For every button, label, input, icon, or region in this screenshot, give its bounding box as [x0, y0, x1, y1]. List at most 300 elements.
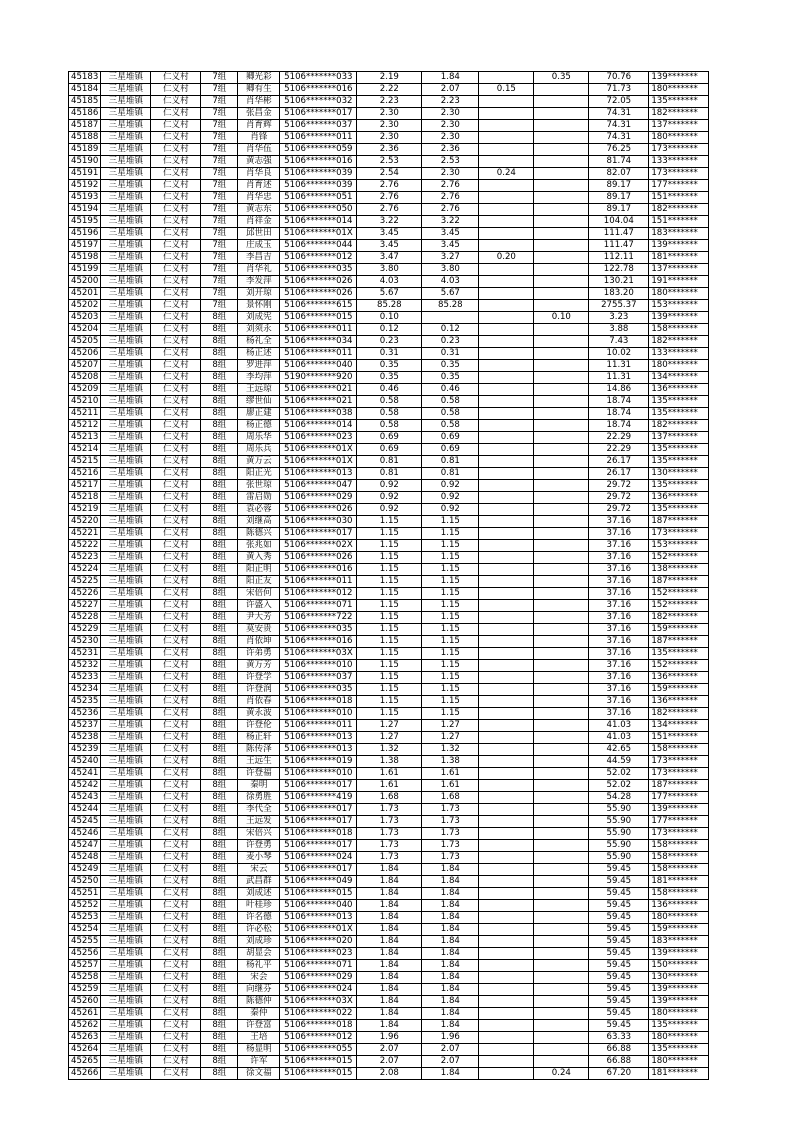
row-id-cell: 45195 — [69, 216, 101, 228]
amount-cell: 52.02 — [589, 780, 649, 792]
table-row — [69, 720, 709, 732]
person-name-cell: 缪世仙 — [238, 396, 280, 408]
area-a-cell: 1.96 — [422, 1032, 479, 1044]
area-b-cell: 0.20 — [479, 252, 534, 264]
area-b-cell — [479, 804, 534, 816]
village-cell: 仁义村 — [151, 864, 201, 876]
row-id-cell: 45196 — [69, 228, 101, 240]
amount-cell: 18.74 — [589, 396, 649, 408]
group-cell: 7组 — [201, 240, 238, 252]
row-id-cell: 45248 — [69, 852, 101, 864]
area-b-cell — [479, 504, 534, 516]
total-area-cell: 2.36 — [357, 144, 422, 156]
row-id-cell: 45221 — [69, 528, 101, 540]
town-cell: 三星堆镇 — [101, 648, 151, 660]
person-name-cell: 杨正德 — [238, 420, 280, 432]
town-cell: 三星堆镇 — [101, 384, 151, 396]
town-cell: 三星堆镇 — [101, 360, 151, 372]
town-cell: 三星堆镇 — [101, 1020, 151, 1032]
id-number-cell: 5106*******016 — [280, 636, 357, 648]
amount-cell: 37.16 — [589, 708, 649, 720]
area-b-cell — [479, 996, 534, 1008]
total-area-cell: 2.19 — [357, 72, 422, 84]
amount-cell: 41.03 — [589, 732, 649, 744]
table-row — [69, 204, 709, 216]
person-name-cell: 胡显会 — [238, 948, 280, 960]
town-cell: 三星堆镇 — [101, 504, 151, 516]
phone-cell: 150******* — [649, 960, 709, 972]
total-area-cell: 1.15 — [357, 612, 422, 624]
table-row — [69, 144, 709, 156]
amount-cell: 81.74 — [589, 156, 649, 168]
town-cell: 三星堆镇 — [101, 72, 151, 84]
group-cell: 7组 — [201, 132, 238, 144]
area-c-cell — [534, 168, 589, 180]
village-cell: 仁义村 — [151, 72, 201, 84]
amount-cell: 37.16 — [589, 516, 649, 528]
town-cell: 三星堆镇 — [101, 552, 151, 564]
total-area-cell: 2.30 — [357, 120, 422, 132]
table-row — [69, 396, 709, 408]
table-row — [69, 588, 709, 600]
row-id-cell: 45245 — [69, 816, 101, 828]
total-area-cell: 1.84 — [357, 984, 422, 996]
town-cell: 三星堆镇 — [101, 120, 151, 132]
person-name-cell: 邱世田 — [238, 228, 280, 240]
village-cell: 仁义村 — [151, 600, 201, 612]
area-a-cell: 1.84 — [422, 1068, 479, 1080]
phone-cell: 182******* — [649, 204, 709, 216]
person-name-cell: 景怀刚 — [238, 300, 280, 312]
area-c-cell — [534, 588, 589, 600]
area-a-cell: 0.69 — [422, 432, 479, 444]
village-cell: 仁义村 — [151, 120, 201, 132]
phone-cell: 138******* — [649, 564, 709, 576]
village-cell: 仁义村 — [151, 396, 201, 408]
total-area-cell: 1.61 — [357, 768, 422, 780]
village-cell: 仁义村 — [151, 552, 201, 564]
amount-cell: 104.04 — [589, 216, 649, 228]
phone-cell: 159******* — [649, 684, 709, 696]
area-b-cell — [479, 840, 534, 852]
total-area-cell: 1.15 — [357, 516, 422, 528]
village-cell: 仁义村 — [151, 1068, 201, 1080]
person-name-cell: 肖依坤 — [238, 636, 280, 648]
total-area-cell: 1.73 — [357, 816, 422, 828]
phone-cell: 158******* — [649, 864, 709, 876]
id-number-cell: 5106*******071 — [280, 600, 357, 612]
group-cell: 8组 — [201, 432, 238, 444]
phone-cell: 139******* — [649, 72, 709, 84]
person-name-cell: 许名德 — [238, 912, 280, 924]
area-b-cell — [479, 924, 534, 936]
area-b-cell — [479, 552, 534, 564]
area-c-cell — [534, 888, 589, 900]
phone-cell: 180******* — [649, 1056, 709, 1068]
town-cell: 三星堆镇 — [101, 408, 151, 420]
person-name-cell: 黄万芳 — [238, 660, 280, 672]
table-row — [69, 444, 709, 456]
town-cell: 三星堆镇 — [101, 372, 151, 384]
table-row — [69, 120, 709, 132]
table-row — [69, 1068, 709, 1080]
total-area-cell: 0.58 — [357, 396, 422, 408]
area-b-cell — [479, 240, 534, 252]
town-cell: 三星堆镇 — [101, 600, 151, 612]
town-cell: 三星堆镇 — [101, 588, 151, 600]
area-a-cell: 1.15 — [422, 660, 479, 672]
id-number-cell: 5106*******035 — [280, 264, 357, 276]
row-id-cell: 45223 — [69, 552, 101, 564]
group-cell: 7组 — [201, 252, 238, 264]
person-name-cell: 袁必蓉 — [238, 504, 280, 516]
area-b-cell — [479, 684, 534, 696]
village-cell: 仁义村 — [151, 288, 201, 300]
total-area-cell: 3.45 — [357, 228, 422, 240]
phone-cell: 158******* — [649, 852, 709, 864]
group-cell: 8组 — [201, 768, 238, 780]
row-id-cell: 45189 — [69, 144, 101, 156]
area-c-cell — [534, 480, 589, 492]
phone-cell: 173******* — [649, 168, 709, 180]
phone-cell: 151******* — [649, 192, 709, 204]
area-b-cell — [479, 540, 534, 552]
id-number-cell: 5106*******037 — [280, 672, 357, 684]
id-number-cell: 5106*******013 — [280, 732, 357, 744]
phone-cell: 135******* — [649, 648, 709, 660]
area-c-cell: 0.24 — [534, 1068, 589, 1080]
person-name-cell: 黄入秀 — [238, 552, 280, 564]
town-cell: 三星堆镇 — [101, 720, 151, 732]
phone-cell: 139******* — [649, 240, 709, 252]
amount-cell: 89.17 — [589, 204, 649, 216]
amount-cell: 11.31 — [589, 372, 649, 384]
row-id-cell: 45231 — [69, 648, 101, 660]
village-cell: 仁义村 — [151, 192, 201, 204]
area-a-cell: 2.07 — [422, 1056, 479, 1068]
row-id-cell: 45225 — [69, 576, 101, 588]
group-cell: 8组 — [201, 516, 238, 528]
area-b-cell — [479, 300, 534, 312]
id-number-cell: 5106*******039 — [280, 168, 357, 180]
id-number-cell: 5106*******019 — [280, 756, 357, 768]
phone-cell: 135******* — [649, 1020, 709, 1032]
group-cell: 8组 — [201, 384, 238, 396]
row-id-cell: 45262 — [69, 1020, 101, 1032]
phone-cell: 173******* — [649, 528, 709, 540]
town-cell: 三星堆镇 — [101, 984, 151, 996]
area-c-cell — [534, 1032, 589, 1044]
total-area-cell: 1.15 — [357, 600, 422, 612]
row-id-cell: 45215 — [69, 456, 101, 468]
town-cell: 三星堆镇 — [101, 924, 151, 936]
area-b-cell — [479, 636, 534, 648]
town-cell: 三星堆镇 — [101, 852, 151, 864]
area-a-cell: 2.30 — [422, 108, 479, 120]
town-cell: 三星堆镇 — [101, 1044, 151, 1056]
person-name-cell: 向继芬 — [238, 984, 280, 996]
total-area-cell: 3.47 — [357, 252, 422, 264]
amount-cell: 10.02 — [589, 348, 649, 360]
area-c-cell — [534, 456, 589, 468]
person-name-cell: 王远发 — [238, 816, 280, 828]
area-c-cell — [534, 912, 589, 924]
person-name-cell: 许登学 — [238, 672, 280, 684]
id-number-cell: 5106*******010 — [280, 708, 357, 720]
amount-cell: 82.07 — [589, 168, 649, 180]
area-c-cell: 0.10 — [534, 312, 589, 324]
table-row — [69, 648, 709, 660]
area-b-cell — [479, 864, 534, 876]
area-c-cell — [534, 132, 589, 144]
amount-cell: 89.17 — [589, 192, 649, 204]
village-cell: 仁义村 — [151, 468, 201, 480]
area-b-cell — [479, 1056, 534, 1068]
town-cell: 三星堆镇 — [101, 108, 151, 120]
area-a-cell: 1.73 — [422, 816, 479, 828]
area-c-cell — [534, 96, 589, 108]
total-area-cell: 1.15 — [357, 684, 422, 696]
area-c-cell — [534, 780, 589, 792]
town-cell: 三星堆镇 — [101, 468, 151, 480]
area-a-cell: 4.03 — [422, 276, 479, 288]
row-id-cell: 45214 — [69, 444, 101, 456]
id-number-cell: 5106*******419 — [280, 792, 357, 804]
group-cell: 8组 — [201, 492, 238, 504]
person-name-cell: 许登福 — [238, 768, 280, 780]
row-id-cell: 45241 — [69, 768, 101, 780]
area-b-cell — [479, 660, 534, 672]
total-area-cell: 1.15 — [357, 588, 422, 600]
town-cell: 三星堆镇 — [101, 336, 151, 348]
village-cell: 仁义村 — [151, 1008, 201, 1020]
id-number-cell: 5106*******018 — [280, 696, 357, 708]
town-cell: 三星堆镇 — [101, 288, 151, 300]
area-b-cell — [479, 216, 534, 228]
village-cell: 仁义村 — [151, 432, 201, 444]
table-row — [69, 108, 709, 120]
group-cell: 7组 — [201, 216, 238, 228]
village-cell: 仁义村 — [151, 732, 201, 744]
town-cell: 三星堆镇 — [101, 156, 151, 168]
village-cell: 仁义村 — [151, 804, 201, 816]
total-area-cell: 1.84 — [357, 1020, 422, 1032]
phone-cell: 133******* — [649, 348, 709, 360]
amount-cell: 122.78 — [589, 264, 649, 276]
area-a-cell: 2.23 — [422, 96, 479, 108]
table-row — [69, 156, 709, 168]
area-a-cell: 1.84 — [422, 936, 479, 948]
row-id-cell: 45192 — [69, 180, 101, 192]
phone-cell: 152******* — [649, 588, 709, 600]
amount-cell: 74.31 — [589, 120, 649, 132]
area-a-cell: 0.92 — [422, 480, 479, 492]
phone-cell: 187******* — [649, 516, 709, 528]
table-row — [69, 288, 709, 300]
row-id-cell: 45260 — [69, 996, 101, 1008]
group-cell: 8组 — [201, 996, 238, 1008]
group-cell: 8组 — [201, 804, 238, 816]
area-c-cell — [534, 384, 589, 396]
amount-cell: 89.17 — [589, 180, 649, 192]
area-a-cell: 3.45 — [422, 240, 479, 252]
row-id-cell: 45239 — [69, 744, 101, 756]
village-cell: 仁义村 — [151, 228, 201, 240]
total-area-cell: 2.30 — [357, 132, 422, 144]
area-a-cell: 1.84 — [422, 900, 479, 912]
phone-cell: 136******* — [649, 696, 709, 708]
area-b-cell — [479, 672, 534, 684]
area-a-cell: 0.69 — [422, 444, 479, 456]
total-area-cell: 1.84 — [357, 996, 422, 1008]
row-id-cell: 45216 — [69, 468, 101, 480]
village-cell: 仁义村 — [151, 360, 201, 372]
table-row — [69, 744, 709, 756]
phone-cell: 135******* — [649, 408, 709, 420]
town-cell: 三星堆镇 — [101, 540, 151, 552]
area-a-cell: 1.84 — [422, 996, 479, 1008]
area-a-cell: 1.84 — [422, 924, 479, 936]
area-a-cell: 0.58 — [422, 408, 479, 420]
area-b-cell — [479, 312, 534, 324]
table-row — [69, 936, 709, 948]
village-cell: 仁义村 — [151, 456, 201, 468]
group-cell: 8组 — [201, 660, 238, 672]
area-b-cell — [479, 936, 534, 948]
area-a-cell: 1.84 — [422, 1008, 479, 1020]
amount-cell: 37.16 — [589, 564, 649, 576]
person-name-cell: 许登富 — [238, 1020, 280, 1032]
group-cell: 8组 — [201, 900, 238, 912]
town-cell: 三星堆镇 — [101, 396, 151, 408]
id-number-cell: 5106*******047 — [280, 480, 357, 492]
area-c-cell — [534, 720, 589, 732]
area-b-cell — [479, 528, 534, 540]
person-name-cell: 肖育辉 — [238, 120, 280, 132]
total-area-cell: 0.69 — [357, 432, 422, 444]
id-number-cell: 5190*******920 — [280, 372, 357, 384]
id-number-cell: 5106*******029 — [280, 492, 357, 504]
phone-cell: 180******* — [649, 132, 709, 144]
phone-cell: 135******* — [649, 396, 709, 408]
town-cell: 三星堆镇 — [101, 516, 151, 528]
town-cell: 三星堆镇 — [101, 324, 151, 336]
person-name-cell: 刘继高 — [238, 516, 280, 528]
total-area-cell: 1.27 — [357, 720, 422, 732]
person-name-cell: 阳正明 — [238, 564, 280, 576]
total-area-cell: 0.58 — [357, 420, 422, 432]
group-cell: 8组 — [201, 312, 238, 324]
group-cell: 8组 — [201, 792, 238, 804]
table-row — [69, 852, 709, 864]
group-cell: 8组 — [201, 960, 238, 972]
phone-cell: 153******* — [649, 300, 709, 312]
id-number-cell: 5106*******040 — [280, 360, 357, 372]
group-cell: 8组 — [201, 936, 238, 948]
area-c-cell — [534, 468, 589, 480]
person-name-cell: 宋云 — [238, 864, 280, 876]
group-cell: 8组 — [201, 588, 238, 600]
person-name-cell: 张昌金 — [238, 108, 280, 120]
area-b-cell — [479, 912, 534, 924]
person-name-cell: 杨正轩 — [238, 732, 280, 744]
village-cell: 仁义村 — [151, 528, 201, 540]
area-b-cell — [479, 828, 534, 840]
group-cell: 8组 — [201, 924, 238, 936]
area-c-cell — [534, 564, 589, 576]
amount-cell: 37.16 — [589, 672, 649, 684]
town-cell: 三星堆镇 — [101, 948, 151, 960]
phone-cell: 136******* — [649, 900, 709, 912]
id-number-cell: 5106*******018 — [280, 828, 357, 840]
table-row — [69, 636, 709, 648]
table-row — [69, 276, 709, 288]
total-area-cell: 2.23 — [357, 96, 422, 108]
table-row — [69, 960, 709, 972]
group-cell: 8组 — [201, 636, 238, 648]
row-id-cell: 45227 — [69, 600, 101, 612]
village-cell: 仁义村 — [151, 564, 201, 576]
area-a-cell: 2.30 — [422, 168, 479, 180]
row-id-cell: 45252 — [69, 900, 101, 912]
phone-cell: 191******* — [649, 276, 709, 288]
group-cell: 8组 — [201, 1008, 238, 1020]
town-cell: 三星堆镇 — [101, 528, 151, 540]
area-c-cell — [534, 120, 589, 132]
area-a-cell: 1.68 — [422, 792, 479, 804]
area-c-cell — [534, 216, 589, 228]
table-row — [69, 600, 709, 612]
person-name-cell: 雷启勋 — [238, 492, 280, 504]
row-id-cell: 45247 — [69, 840, 101, 852]
phone-cell: 180******* — [649, 288, 709, 300]
table-row — [69, 888, 709, 900]
village-cell: 仁义村 — [151, 924, 201, 936]
id-number-cell: 5106*******024 — [280, 984, 357, 996]
group-cell: 8组 — [201, 912, 238, 924]
village-cell: 仁义村 — [151, 348, 201, 360]
phone-cell: 153******* — [649, 540, 709, 552]
table-row — [69, 96, 709, 108]
id-number-cell: 5106*******016 — [280, 156, 357, 168]
amount-cell: 26.17 — [589, 456, 649, 468]
phone-cell: 134******* — [649, 372, 709, 384]
town-cell: 三星堆镇 — [101, 624, 151, 636]
id-number-cell: 5106*******023 — [280, 948, 357, 960]
id-number-cell: 5106*******055 — [280, 1044, 357, 1056]
phone-cell: 136******* — [649, 384, 709, 396]
town-cell: 三星堆镇 — [101, 432, 151, 444]
id-number-cell: 5106*******013 — [280, 744, 357, 756]
town-cell: 三星堆镇 — [101, 732, 151, 744]
area-c-cell — [534, 372, 589, 384]
town-cell: 三星堆镇 — [101, 996, 151, 1008]
town-cell: 三星堆镇 — [101, 864, 151, 876]
person-name-cell: 黄志东 — [238, 204, 280, 216]
area-c-cell — [534, 84, 589, 96]
area-b-cell — [479, 900, 534, 912]
village-cell: 仁义村 — [151, 372, 201, 384]
table-row — [69, 540, 709, 552]
row-id-cell: 45251 — [69, 888, 101, 900]
area-c-cell — [534, 492, 589, 504]
total-area-cell: 0.31 — [357, 348, 422, 360]
village-cell: 仁义村 — [151, 708, 201, 720]
row-id-cell: 45238 — [69, 732, 101, 744]
village-cell: 仁义村 — [151, 768, 201, 780]
area-a-cell — [422, 312, 479, 324]
area-c-cell — [534, 240, 589, 252]
